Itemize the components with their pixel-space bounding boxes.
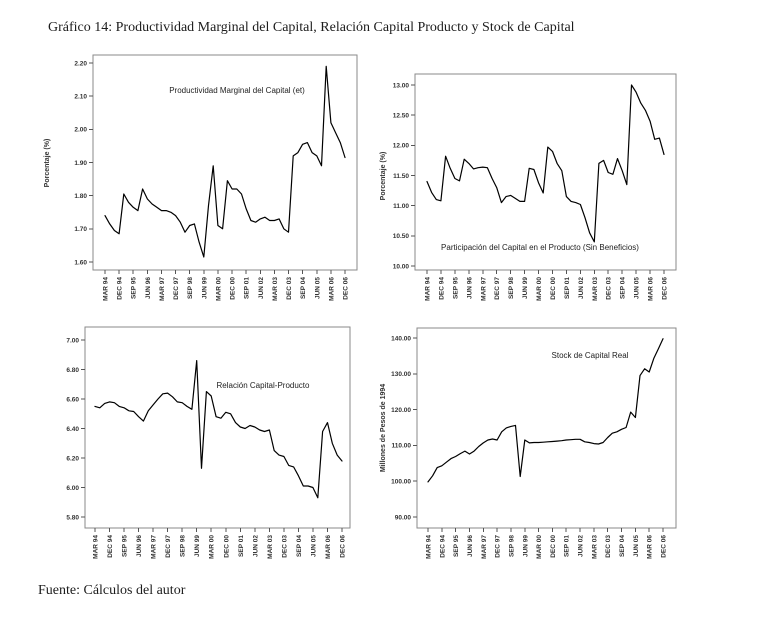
x-tick-label: SEP 95	[452, 277, 460, 299]
y-tick-label: 5.80	[66, 514, 79, 522]
x-tick-label: MAR 00	[215, 277, 223, 301]
y-tick-label: 6.00	[66, 484, 79, 492]
x-tick-label: MAR 06	[646, 535, 654, 559]
y-tick-label: 2.20	[74, 60, 87, 68]
x-tick-label: SEP 98	[187, 277, 195, 299]
x-tick-label: DEC 03	[281, 535, 289, 558]
x-tick-label: DEC 97	[173, 277, 181, 300]
y-tick-label: 1.60	[74, 259, 87, 267]
chart-inner-title: Participación del Capital en el Producto (Sin Beneficios)	[441, 243, 639, 252]
chart-participacion-del-capital	[375, 48, 705, 322]
y-tick-label: 12.50	[392, 112, 409, 120]
y-tick-label: 120.00	[391, 406, 411, 414]
series-line	[427, 85, 664, 242]
x-tick-label: JUN 96	[466, 535, 474, 558]
y-tick-label: 6.80	[66, 366, 79, 374]
chart-inner-title: Relación Capital-Producto	[216, 381, 310, 390]
x-tick-label: SEP 04	[295, 535, 303, 557]
x-tick-label: DEC 06	[661, 277, 669, 300]
chart-frame	[417, 328, 676, 528]
x-tick-label: MAR 00	[536, 535, 544, 559]
chart-relacion-capital-producto	[40, 320, 370, 585]
y-axis-title: Millones de Pesos de 1994	[380, 383, 387, 473]
x-tick-label: JUN 99	[201, 277, 209, 300]
y-tick-label: 130.00	[391, 371, 411, 379]
x-tick-label: DEC 94	[116, 277, 124, 300]
x-tick-label: JUN 99	[194, 535, 202, 558]
x-tick-label: JUN 96	[144, 277, 152, 300]
chart-frame	[85, 327, 350, 528]
x-tick-label: SEP 98	[179, 535, 187, 557]
x-tick-label: DEC 03	[286, 277, 294, 300]
x-tick-label: JUN 05	[314, 277, 322, 300]
y-tick-label: 6.40	[66, 425, 79, 433]
x-tick-label: DEC 94	[439, 535, 447, 558]
x-tick-label: MAR 94	[102, 277, 110, 301]
x-tick-label: MAR 94	[425, 535, 433, 559]
x-tick-label: MAR 03	[591, 277, 599, 301]
series-line	[428, 339, 663, 482]
y-tick-label: 1.70	[74, 226, 87, 234]
y-tick-label: 10.50	[392, 233, 409, 241]
plot-area-1	[375, 48, 705, 322]
x-tick-label: JUN 99	[522, 535, 530, 558]
x-tick-label: DEC 97	[494, 535, 502, 558]
chart-productividad-marginal-del-capital	[40, 48, 370, 322]
y-tick-label: 12.00	[392, 142, 409, 150]
x-tick-label: MAR 03	[591, 535, 599, 559]
x-tick-label: DEC 97	[165, 535, 173, 558]
x-tick-label: JUN 05	[632, 535, 640, 558]
y-tick-label: 10.00	[392, 263, 409, 271]
x-tick-label: DEC 06	[339, 535, 347, 558]
x-tick-label: JUN 05	[633, 277, 641, 300]
y-tick-label: 11.50	[393, 172, 409, 180]
y-tick-label: 2.10	[74, 93, 87, 101]
x-tick-label: JUN 96	[136, 535, 144, 558]
x-tick-label: SEP 98	[508, 277, 516, 299]
y-tick-label: 110.00	[391, 442, 411, 450]
x-tick-label: MAR 06	[328, 277, 336, 301]
x-tick-label: DEC 00	[223, 535, 231, 558]
x-tick-label: JUN 02	[252, 535, 260, 558]
x-tick-label: DEC 03	[605, 277, 613, 300]
y-tick-label: 6.20	[66, 455, 79, 463]
chart-inner-title: Productividad Marginal del Capital (et)	[169, 86, 305, 95]
plot-area-3	[375, 320, 705, 585]
source-note: Fuente: Cálculos del autor	[38, 583, 186, 598]
y-tick-label: 100.00	[391, 478, 411, 486]
x-tick-label: SEP 04	[619, 277, 627, 299]
x-tick-label: MAR 03	[266, 535, 274, 559]
x-tick-label: MAR 00	[208, 535, 216, 559]
x-tick-label: MAR 97	[158, 277, 166, 301]
x-tick-label: JUN 02	[257, 277, 265, 300]
x-tick-label: MAR 06	[324, 535, 332, 559]
figure-title: Gráfico 14: Productividad Marginal del Capital, Relación Capital Producto y Stock de Capital	[48, 20, 575, 35]
y-tick-label: 1.80	[74, 192, 87, 200]
x-tick-label: SEP 98	[508, 535, 516, 557]
x-tick-label: JUN 02	[577, 535, 585, 558]
chart-inner-title: Stock de Capital Real	[551, 351, 629, 360]
x-tick-label: DEC 94	[438, 277, 446, 300]
x-tick-label: DEC 00	[229, 277, 237, 300]
y-tick-label: 2.00	[74, 126, 87, 134]
x-tick-label: DEC 06	[660, 535, 668, 558]
x-tick-label: SEP 01	[243, 277, 251, 299]
x-tick-label: MAR 03	[271, 277, 279, 301]
y-tick-label: 6.60	[66, 396, 79, 404]
y-tick-label: 11.00	[393, 202, 409, 210]
x-tick-label: DEC 94	[107, 535, 115, 558]
x-tick-label: SEP 04	[300, 277, 308, 299]
x-tick-label: MAR 94	[424, 277, 432, 301]
y-tick-label: 90.00	[394, 514, 411, 522]
x-tick-label: SEP 95	[130, 277, 138, 299]
x-tick-label: MAR 06	[647, 277, 655, 301]
x-tick-label: MAR 97	[480, 277, 488, 301]
plot-area-0	[40, 48, 370, 322]
x-tick-label: SEP 01	[563, 277, 571, 299]
x-tick-label: MAR 00	[536, 277, 544, 301]
x-tick-label: SEP 01	[237, 535, 245, 557]
x-tick-label: DEC 06	[342, 277, 350, 300]
x-tick-label: SEP 95	[121, 535, 129, 557]
x-tick-label: SEP 04	[619, 535, 627, 557]
x-tick-label: SEP 95	[453, 535, 461, 557]
x-tick-label: DEC 03	[605, 535, 613, 558]
x-tick-label: SEP 01	[563, 535, 571, 557]
x-tick-label: JUN 02	[577, 277, 585, 300]
y-tick-label: 7.00	[66, 337, 79, 345]
x-tick-label: DEC 00	[549, 277, 557, 300]
x-tick-label: MAR 94	[92, 535, 100, 559]
y-axis-title: Porcentaje (%)	[44, 138, 51, 188]
x-tick-label: DEC 97	[494, 277, 502, 300]
x-tick-label: DEC 00	[549, 535, 557, 558]
plot-area-2	[40, 320, 370, 585]
x-tick-label: JUN 96	[466, 277, 474, 300]
y-tick-label: 13.00	[392, 82, 409, 90]
x-tick-label: MAR 97	[480, 535, 488, 559]
chart-stock-de-capital-real	[375, 320, 705, 585]
x-tick-label: JUN 05	[310, 535, 318, 558]
x-tick-label: JUN 99	[522, 277, 530, 300]
y-axis-title: Porcentaje (%)	[380, 151, 387, 201]
x-tick-label: MAR 97	[150, 535, 158, 559]
y-tick-label: 1.90	[74, 159, 87, 167]
y-tick-label: 140.00	[391, 335, 411, 343]
